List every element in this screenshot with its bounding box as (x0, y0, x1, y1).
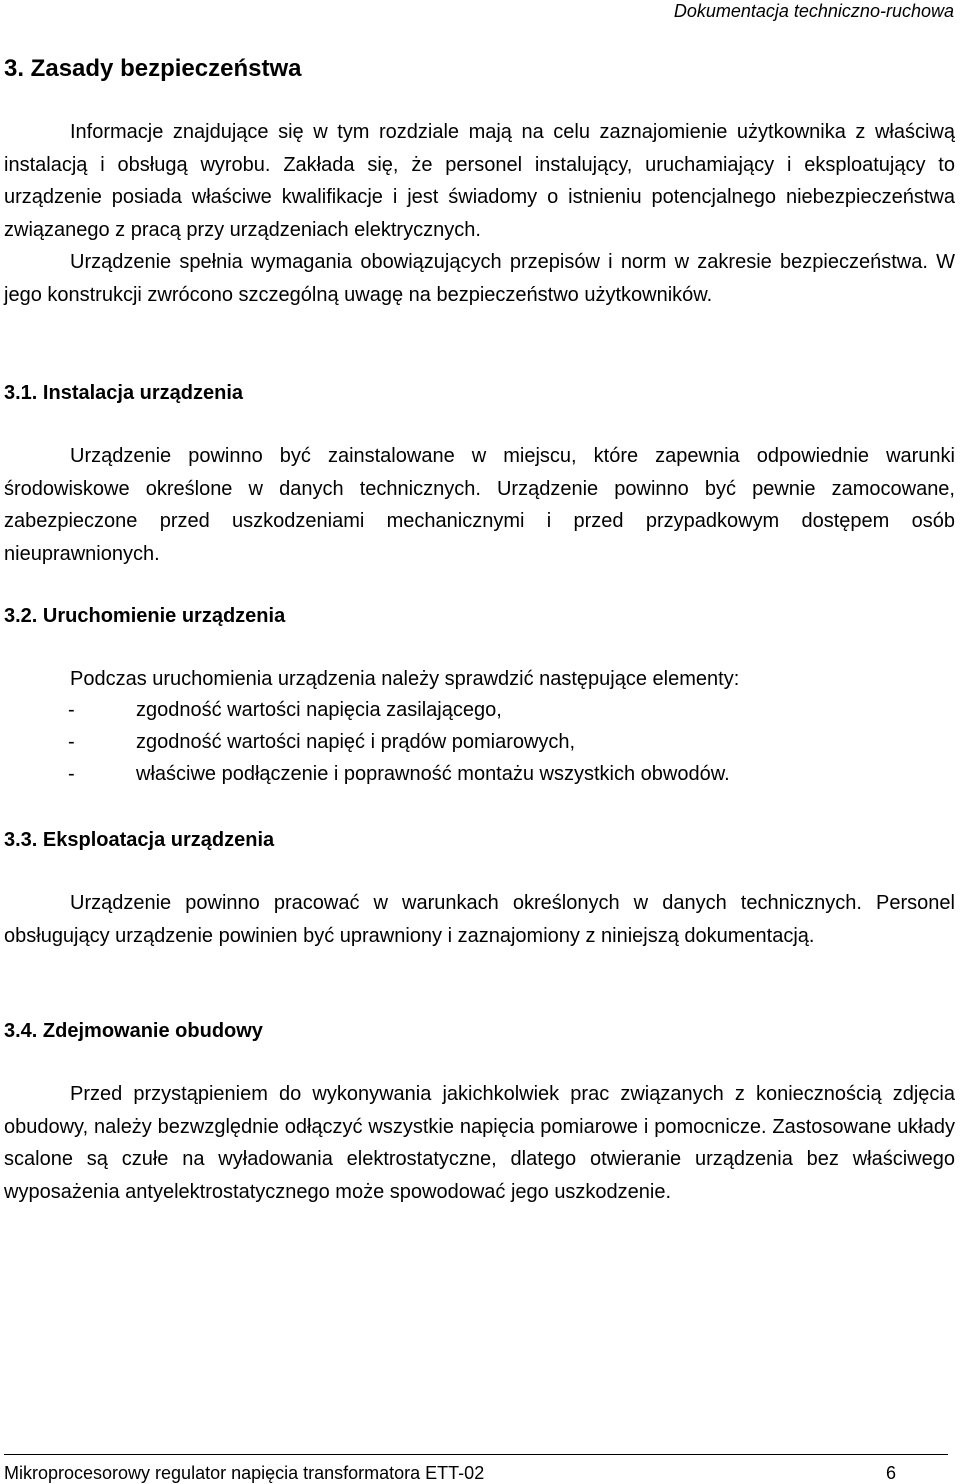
running-header: Dokumentacja techniczno-ruchowa (673, 1, 954, 21)
section-heading-housing-removal: 3.4. Zdejmowanie obudowy (4, 1020, 263, 1042)
footer-document-title: Mikroprocesorowy regulator napięcia transformatora ETT-02 (4, 1463, 485, 1483)
list-item-text: zgodność wartości napięć i prądów pomiarowych, (136, 731, 576, 753)
section-heading-installation: 3.1. Instalacja urządzenia (4, 382, 243, 404)
section-operation-paragraph (4, 887, 955, 952)
section-startup-paragraph (4, 663, 955, 696)
list-item-text: właściwe podłączenie i poprawność montażu wszystkich obwodów. (136, 763, 730, 785)
footer-page-number: 6 (885, 1463, 896, 1483)
section-operation-text: Urządzenie powinno pracować w warunkach określonych w danych technicznych. Personel obsługujący urządzenie powinien być uprawniony i zaznajomiony z niniejszą dokumentacją. (4, 892, 955, 947)
section-installation-text: Urządzenie powinno być zainstalowane w miejscu, które zapewnia odpowiednie warunki środowiskowe określone w danych technicznych. Urządzenie powinno być pewnie zamocowane, zabezpieczone przed uszkodzeniami mechanicznymi i przed przypadkowym dostępem osób nieuprawnionych. (4, 445, 955, 565)
list-dash: - (68, 699, 75, 721)
intro-paragraph-2 (4, 246, 955, 311)
chapter-title: 3. Zasady bezpieczeństwa (4, 55, 302, 82)
section-startup-text: Podczas uruchomienia urządzenia należy sprawdzić następujące elementy: (70, 668, 740, 690)
section-heading-operation: 3.3. Eksploatacja urządzenia (4, 829, 275, 851)
section-heading-startup: 3.2. Uruchomienie urządzenia (4, 605, 286, 627)
page-footer (4, 1454, 948, 1483)
intro-paragraph-1-text: Informacje znajdujące się w tym rozdziale mają na celu zaznajomienie użytkownika z właściwą instalacją i obsługą wyrobu. Zakłada się, że personel instalujący, uruchamiający i eksploatujący to urządzenie posiada właściwe kwalifikacje i jest świadomy o istnieniu potencjalnego niebezpieczeństwa związanego z pracą przy urządzeniach elektrycznych. (4, 121, 955, 241)
section-installation-paragraph (4, 440, 955, 570)
section-housing-removal-paragraph (4, 1078, 955, 1208)
list-item-text: zgodność wartości napięcia zasilającego, (136, 699, 502, 721)
intro-paragraph-2-text: Urządzenie spełnia wymagania obowiązujących przepisów i norm w zakresie bezpieczeństwa. W jego konstrukcji zwrócono szczególną uwagę na bezpieczeństwo użytkowników. (4, 251, 955, 306)
intro-paragraph-1 (4, 116, 955, 246)
list-dash: - (68, 763, 75, 785)
section-housing-removal-text: Przed przystąpieniem do wykonywania jakichkolwiek prac związanych z koniecznością zdjęcia obudowy, należy bezwzględnie odłączyć wszystkie napięcia pomiarowe i pomocnicze. Zastosowane układy scalone są czułe na wyładowania elektrostatyczne, dlatego otwieranie urządzenia bez właściwego wyposażenia antyelektrostatycznego może spowodować jego uszkodzenie. (4, 1083, 955, 1203)
list-dash: - (68, 731, 75, 753)
